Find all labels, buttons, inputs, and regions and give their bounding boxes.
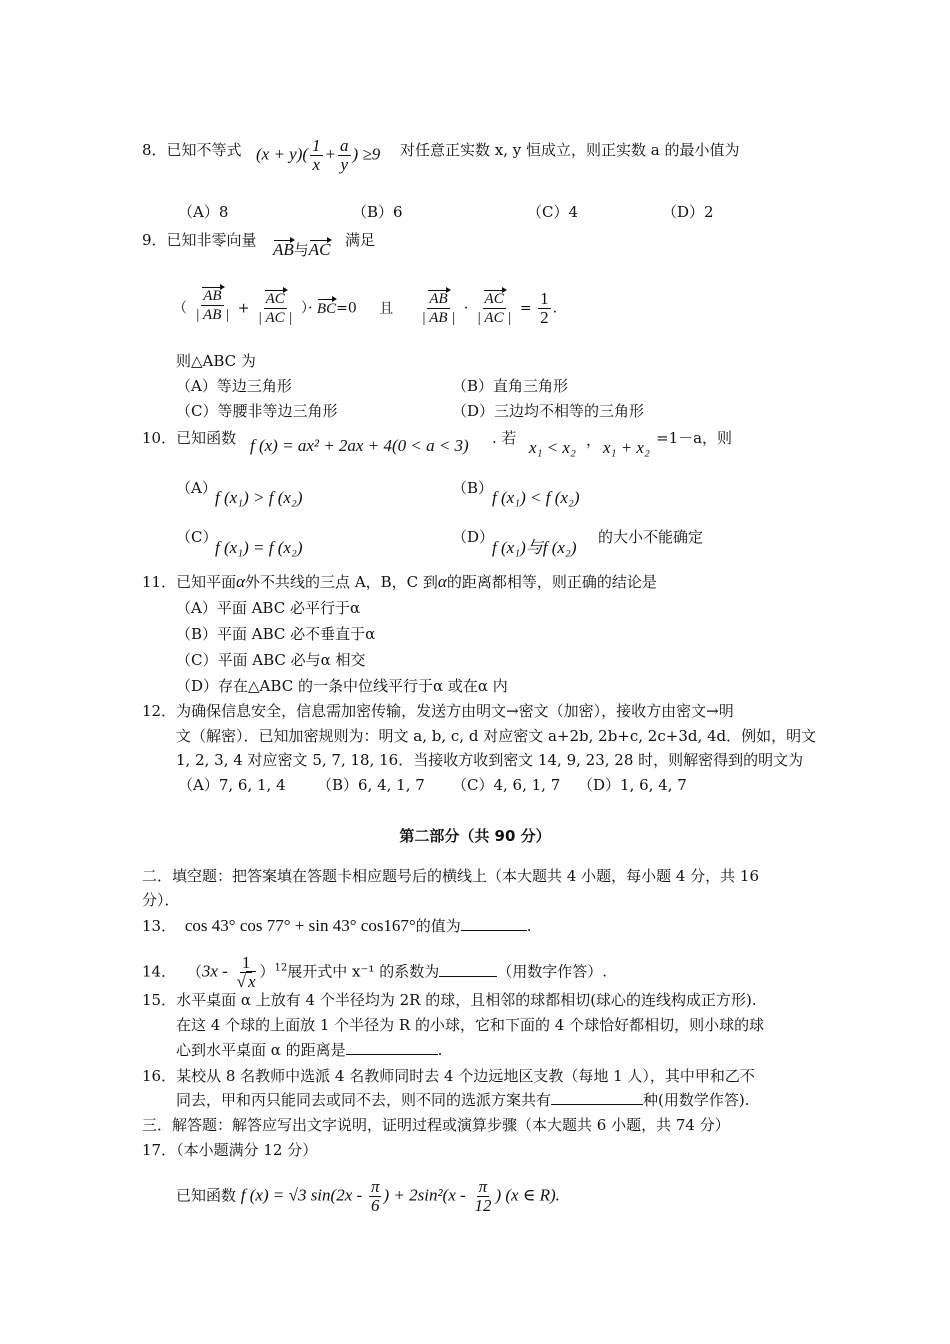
q10-option-c-label: （C） bbox=[176, 528, 218, 546]
q11-line: 11．已知平面α外不共线的三点 A，B，C 到α的距离都相等，则正确的结论是 bbox=[142, 572, 657, 591]
q17-function-line: 已知函数 f (x) = √3 sin(2x - $\frac{\pi}{6}$ ) + 2sin²(x - $\frac{\pi}{12}$ ) (x ∈ R). bbox=[176, 1177, 560, 1215]
q17-expr-3: ) (x ∈ R). bbox=[495, 1185, 560, 1205]
q10-option-d: f (x₁)与f (x₂) bbox=[492, 538, 577, 557]
q9-option-c: （C）等腰非等边三角形 bbox=[176, 402, 338, 420]
q9-unit-ab: $\frac{AB}{| AB |}$ bbox=[195, 288, 230, 323]
q14-answer-blank[interactable] bbox=[439, 962, 497, 977]
q14-line: 14． （3x - $\frac{1}{√ x}$ ）$^{12}$展开式中 x⁻¹ 的系数为 （用数字作答）. bbox=[142, 953, 607, 991]
q14-number: 14． bbox=[142, 962, 177, 981]
q8-option-b: （B）6 bbox=[352, 203, 403, 221]
section3-line: 三．解答题：解答应写出文字说明，证明过程或演算步骤（本大题共 6 小题，共 74 分） bbox=[142, 1116, 730, 1134]
q13-answer-blank[interactable] bbox=[461, 916, 527, 931]
q17-line bbox=[142, 1140, 317, 1160]
q9-option-d: （D）三边均不相等的三角形 bbox=[452, 402, 645, 420]
q17-expr-1: f (x) = √3 sin(2x - bbox=[240, 1185, 363, 1205]
q15-line-3: 心到水平桌面 α 的距离是 . bbox=[176, 1041, 443, 1059]
q9-post: 满足 bbox=[345, 231, 376, 249]
q10-cond2: x₁ + x₂ bbox=[603, 438, 650, 457]
q11-number: 11． bbox=[142, 573, 177, 591]
q12-option-c: （C）4, 6, 1, 7 bbox=[452, 776, 561, 794]
q8-frac-1: $\frac{1}{x}$ bbox=[312, 136, 321, 174]
q16-line-2: 同去，甲和丙只能同去或同不去，则不同的选派方案共有 种(用数学作答). bbox=[176, 1091, 750, 1109]
q16-line-1: 16．某校从 8 名教师中选派 4 名教师同时去 4 个边远地区支教（每地 1 人），其中甲和乙不 bbox=[142, 1067, 755, 1085]
vector-ac: AC bbox=[308, 240, 331, 259]
q10-option-d-label: （D） bbox=[452, 528, 495, 546]
q14-frac: $\frac{1}{√ x}$ bbox=[236, 953, 256, 991]
q8-number: 8． bbox=[142, 141, 167, 159]
q12-option-d: （D）1, 6, 4, 7 bbox=[578, 776, 687, 794]
q8-pre: 已知不等式 bbox=[166, 141, 242, 159]
q10-option-d-post: 的大小不能确定 bbox=[598, 528, 704, 546]
q13-expr: cos 43° cos 77° + sin 43° cos167° bbox=[184, 916, 416, 935]
q9-unit-ac: $\frac{AC}{| AC |}$ bbox=[257, 291, 293, 326]
q10-post: =1－a，则 bbox=[656, 429, 733, 447]
q16-answer-blank[interactable] bbox=[551, 1090, 643, 1105]
q10-number: 10． bbox=[142, 429, 177, 447]
q17-frac-2: $\frac{\pi}{12}$ bbox=[474, 1177, 492, 1215]
q13-line: 13． cos 43° cos 77° + sin 43° cos167°的值为 . bbox=[142, 916, 532, 935]
q15-answer-blank[interactable] bbox=[346, 1040, 438, 1055]
q9-unit-ac-2: $\frac{AC}{| AC |}$ bbox=[476, 291, 512, 326]
q9-half: $\frac{1}{2}$ bbox=[540, 289, 549, 327]
q11-option-b: （B）平面 ABC 必不垂直于α bbox=[176, 625, 376, 643]
section2-line-2: 分）． bbox=[142, 891, 180, 909]
section2-line-1: 二．填空题：把答案填在答题卡相应题号后的横线上（本大题共 4 小题，每小题 4 分，共 16 bbox=[142, 867, 760, 885]
q17-score: （本小题满分 12 分） bbox=[176, 1141, 318, 1159]
q12-line-1: 12．为确保信息安全，信息需加密传输，发送方由明文→密文（加密），接收方由密文→明 bbox=[142, 702, 734, 720]
q9-vectors: AB与AC bbox=[273, 240, 331, 259]
q8-option-c: （C）4 bbox=[527, 203, 579, 221]
q12-line-2: 文（解密）．已知加密规则为：明文 a, b, c, d 对应密文 a+2b, 2b+c, 2c+3d, 4d．例如，明文 bbox=[176, 727, 817, 745]
q17-number: 17． bbox=[142, 1141, 177, 1159]
q15-line-2: 在这 4 个球的上面放 1 个半径为 R 的小球，它和下面的 4 个球恰好都相切，则小球的球 bbox=[176, 1016, 765, 1034]
q17-expr-2: ) + 2sin²(x - bbox=[383, 1185, 466, 1205]
q10-option-a: f (x₁) > f (x₂) bbox=[215, 488, 303, 507]
q11-option-c: （C）平面 ABC 必与α 相交 bbox=[176, 651, 366, 669]
q10-option-c: f (x₁) = f (x₂) bbox=[215, 538, 303, 557]
q10-option-a-label: （A） bbox=[176, 479, 217, 497]
q13-number: 13． bbox=[142, 917, 177, 935]
q15-line-1: 15．水平桌面 α 上放有 4 个半径均为 2R 的球，且相邻的球都相切(球心的连线构成正方形). bbox=[142, 991, 757, 1009]
q10-option-b-label: （B） bbox=[452, 479, 494, 497]
part2-title: 第二部分（共 90 分） bbox=[399, 827, 551, 845]
q9-unit-ab-2: $\frac{AB}{| AB |}$ bbox=[421, 291, 456, 326]
q9-then: 则△ABC 为 bbox=[176, 352, 256, 370]
q10-line: 10．已知函数 bbox=[142, 429, 237, 447]
q9-option-a: （A）等边三角形 bbox=[176, 377, 292, 395]
q9-option-b: （B）直角三角形 bbox=[452, 377, 569, 395]
vector-ab: AB bbox=[273, 240, 294, 259]
q8-formula: (x + y)( $\frac{1}{x}$ + $\frac{a}{y}$ ) ≥9 bbox=[256, 136, 381, 174]
vector-bc: BC bbox=[316, 300, 337, 317]
q10-cond1: x₁ < x₂ bbox=[529, 438, 576, 457]
q12-option-a: （A）7, 6, 1, 4 bbox=[178, 776, 286, 794]
q9-number: 9． bbox=[142, 231, 167, 249]
q8-option-a: （A）8 bbox=[178, 203, 229, 221]
q17-frac-1: $\frac{\pi}{6}$ bbox=[370, 1177, 380, 1215]
q10-option-b: f (x₁) < f (x₂) bbox=[492, 488, 580, 507]
q10-comma: ， bbox=[586, 431, 602, 449]
q10-function: f (x) = ax² + 2ax + 4(0 < a < 3) bbox=[250, 436, 469, 455]
q8-line bbox=[142, 140, 242, 160]
q8-post: 对任意正实数 x, y 恒成立，则正实数 a 的最小值为 bbox=[400, 141, 740, 159]
q9-line: 9．已知非零向量 bbox=[142, 231, 257, 249]
q8-frac-2: $\frac{a}{y}$ bbox=[340, 136, 349, 174]
q9-condition: （ $\frac{AB}{| AB |}$ + $\frac{AC}{| AC |}$ ）· BC=0 且 $\frac{AB}{| AB |}$ · $\frac{AC}{| AC |}$ = $\frac{1}{2}$ . bbox=[173, 288, 558, 327]
q11-option-d: （D）存在△ABC 的一条中位线平行于α 或在α 内 bbox=[176, 677, 508, 695]
q12-option-b: （B）6, 4, 1, 7 bbox=[317, 776, 425, 794]
q10-mid: . 若 bbox=[492, 429, 517, 447]
q8-option-d: （D）2 bbox=[662, 203, 714, 221]
q12-line-3: 1, 2, 3, 4 对应密文 5, 7, 18, 16．当接收方收到密文 14, 9, 23, 28 时，则解密得到的明文为 bbox=[176, 751, 804, 769]
q11-option-a: （A）平面 ABC 必平行于α bbox=[176, 599, 361, 617]
